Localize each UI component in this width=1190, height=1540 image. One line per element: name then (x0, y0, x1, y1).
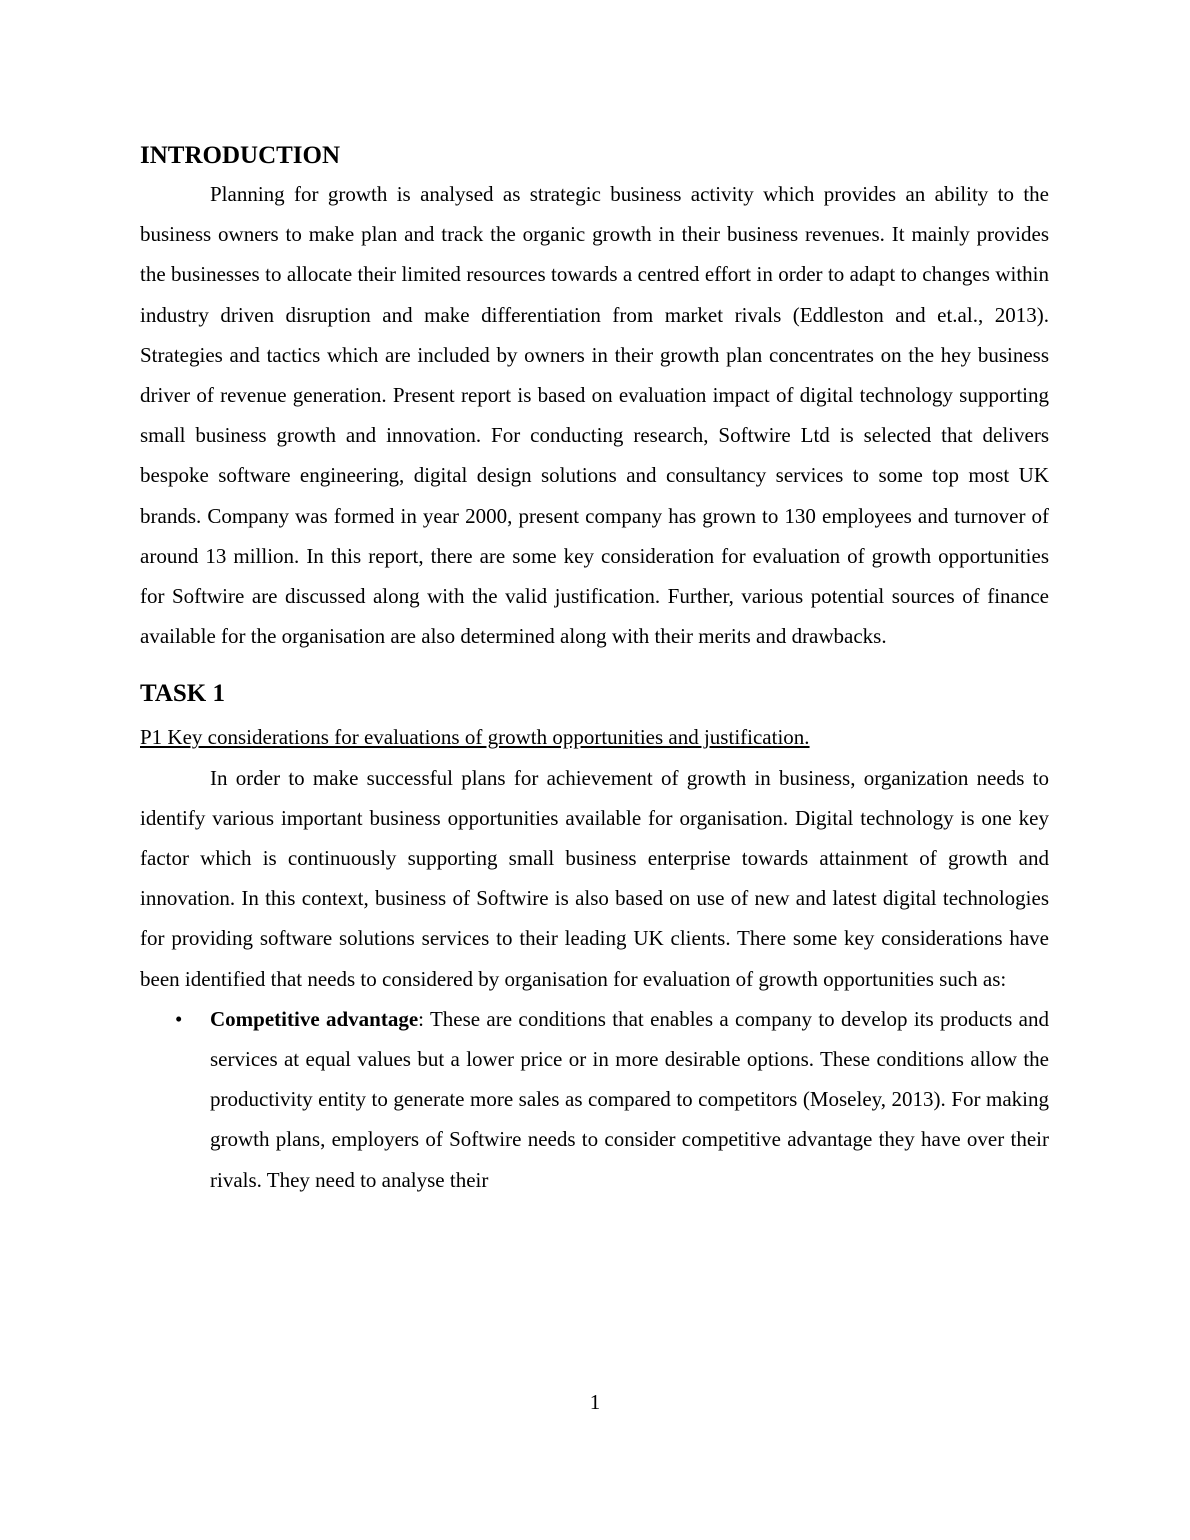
bullet-term: Competitive advantage (210, 1006, 419, 1031)
bullet-icon: • (175, 1006, 183, 1031)
introduction-paragraph: Planning for growth is analysed as strategic business activity which provides an ability to the business owners to make plan and track the organic growth in their business revenues. It mainly provides the businesses to allocate their limited resources towards a centred effort in order to adapt to changes within industry driven disruption and make differentiation from market rivals (Eddleston and et.al., 2013). Strategies and tactics which are included by owners in their growth plan concentrates on the hey business driver of revenue generation. Present report is based on evaluation impact of digital technology supporting small business growth and innovation. For conducting research, Softwire Ltd is selected that delivers bespoke software engineering, digital design solutions and consultancy services to some top most UK brands. Company was formed in year 2000, present company has grown to 130 employees and turnover of around 13 million. In this report, there are some key consideration for evaluation of growth opportunities for Softwire are discussed along with the valid justification. Further, various potential sources of finance available for the organisation are also determined along with their merits and drawbacks. (140, 182, 1049, 649)
task1-paragraph: In order to make successful plans for achievement of growth in business, organization needs to identify various important business opportunities available for organisation. Digital technology is one key factor which is continuously supporting small business enterprise towards attainment of growth and innovation. In this context, business of Softwire is also based on use of new and latest digital technologies for providing software solutions services to their leading UK clients. There some key considerations have been identified that needs to considered by organisation for evaluation of growth opportunities such as: (140, 765, 1049, 991)
page-number: 1 (589, 1390, 601, 1414)
list-item (140, 999, 1049, 1200)
introduction-heading: INTRODUCTION (140, 142, 341, 169)
bullet-text: : These are conditions that enables a company to develop its products and services at equal values but a lower price or in more desirable options. These conditions allow the productivity entity to generate more sales as compared to competitors (Moseley, 2013). For making growth plans, employers of Softwire needs to consider competitive advantage they have over their rivals. They need to analyse their (210, 1006, 1050, 1192)
document-page (140, 138, 1049, 1200)
task1-heading: TASK 1 (140, 680, 225, 708)
considerations-list (140, 999, 1049, 1200)
task1-subheading: P1 Key considerations for evaluations of growth opportunities and justification. (140, 725, 810, 750)
